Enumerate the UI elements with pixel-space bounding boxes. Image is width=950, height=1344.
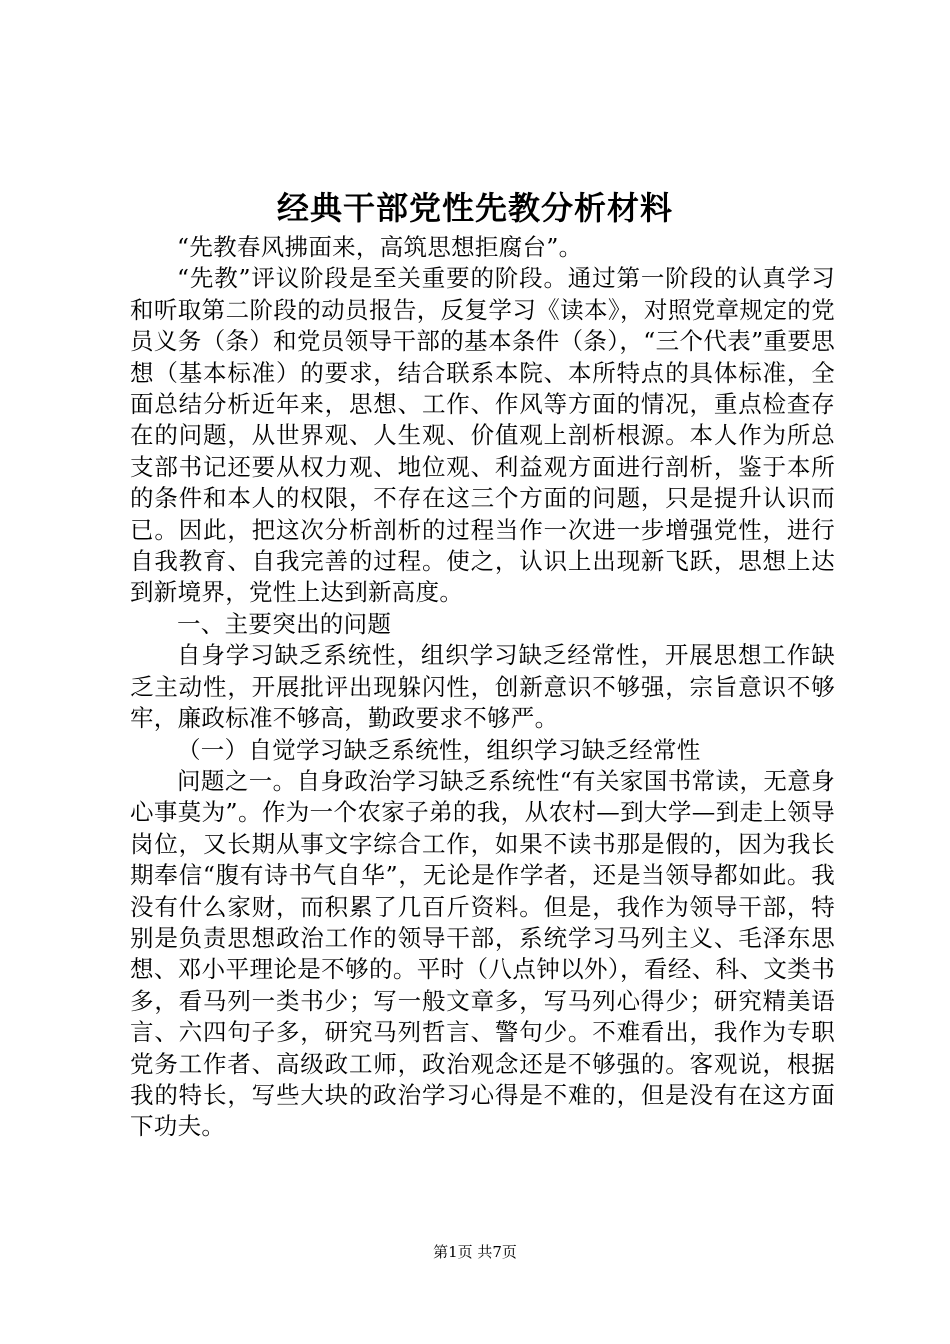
- paragraph: 自身学习缺乏系统性，组织学习缺乏经常性，开展思想工作缺乏主动性，开展批评出现躲闪性，创新意识不够强，宗旨意识不够牢，廉政标准不够高，勤政要求不够严。: [130, 641, 835, 733]
- document-title: 经典干部党性先教分析材料: [276, 189, 673, 227]
- subsection-heading: （一）自觉学习缺乏系统性，组织学习缺乏经常性: [177, 735, 701, 764]
- paragraph: “先教春风拂面来，高筑思想拒腐台”。: [177, 233, 583, 261]
- page-footer: 第1页 共7页: [433, 1243, 517, 1261]
- paragraph: 问题之一。自身政治学习缺乏系统性“有关家国书常读，无意身心事莫为”。作为一个农家子弟的我，从农村—到大学—到走上领导岗位，又长期从事文字综合工作，如果不读书那是假的，因为我长期奉信“腹有诗书气自华”，无论是作学者，还是当领导都如此。我没有什么家财，而积累了几百斤资料。但是，我作为领导干部，特别是负责思想政治工作的领导干部，系统学习马列主义、毛泽东思想、邓小平理论是不够的。平时（八点钟以外），看经、科、文类书多，看马列一类书少；写一般文章多，写马列心得少；研究精美语言、六四句子多，研究马列哲言、警句少。不难看出，我作为专职党务工作者、高级政工师，政治观念还是不够强的。客观说，根据我的特长，写些大块的政治学习心得是不难的，但是没有在这方面下功夫。: [130, 766, 835, 1141]
- section-heading: 一、主要突出的问题: [177, 609, 392, 638]
- paragraph: “先教”评议阶段是至关重要的阶段。通过第一阶段的认真学习和听取第二阶段的动员报告，反复学习《读本》，对照党章规定的党员义务（条）和党员领导干部的基本条件（条），“三个代表”重要思想（基本标准）的要求，结合联系本院、本所特点的具体标准，全面总结分析近年来，思想、工作、作风等方面的情况，重点检查存在的问题，从世界观、人生观、价值观上剖析根源。本人作为所总支部书记还要从权力观、地位观、利益观方面进行剖析，鉴于本所的条件和本人的权限，不存在这三个方面的问题，只是提升认识而已。因此，把这次分析剖析的过程当作一次进一步增强党性，进行自我教育、自我完善的过程。使之，认识上出现新飞跃，思想上达到新境界，党性上达到新高度。: [130, 264, 835, 607]
- document-body: [130, 232, 835, 1143]
